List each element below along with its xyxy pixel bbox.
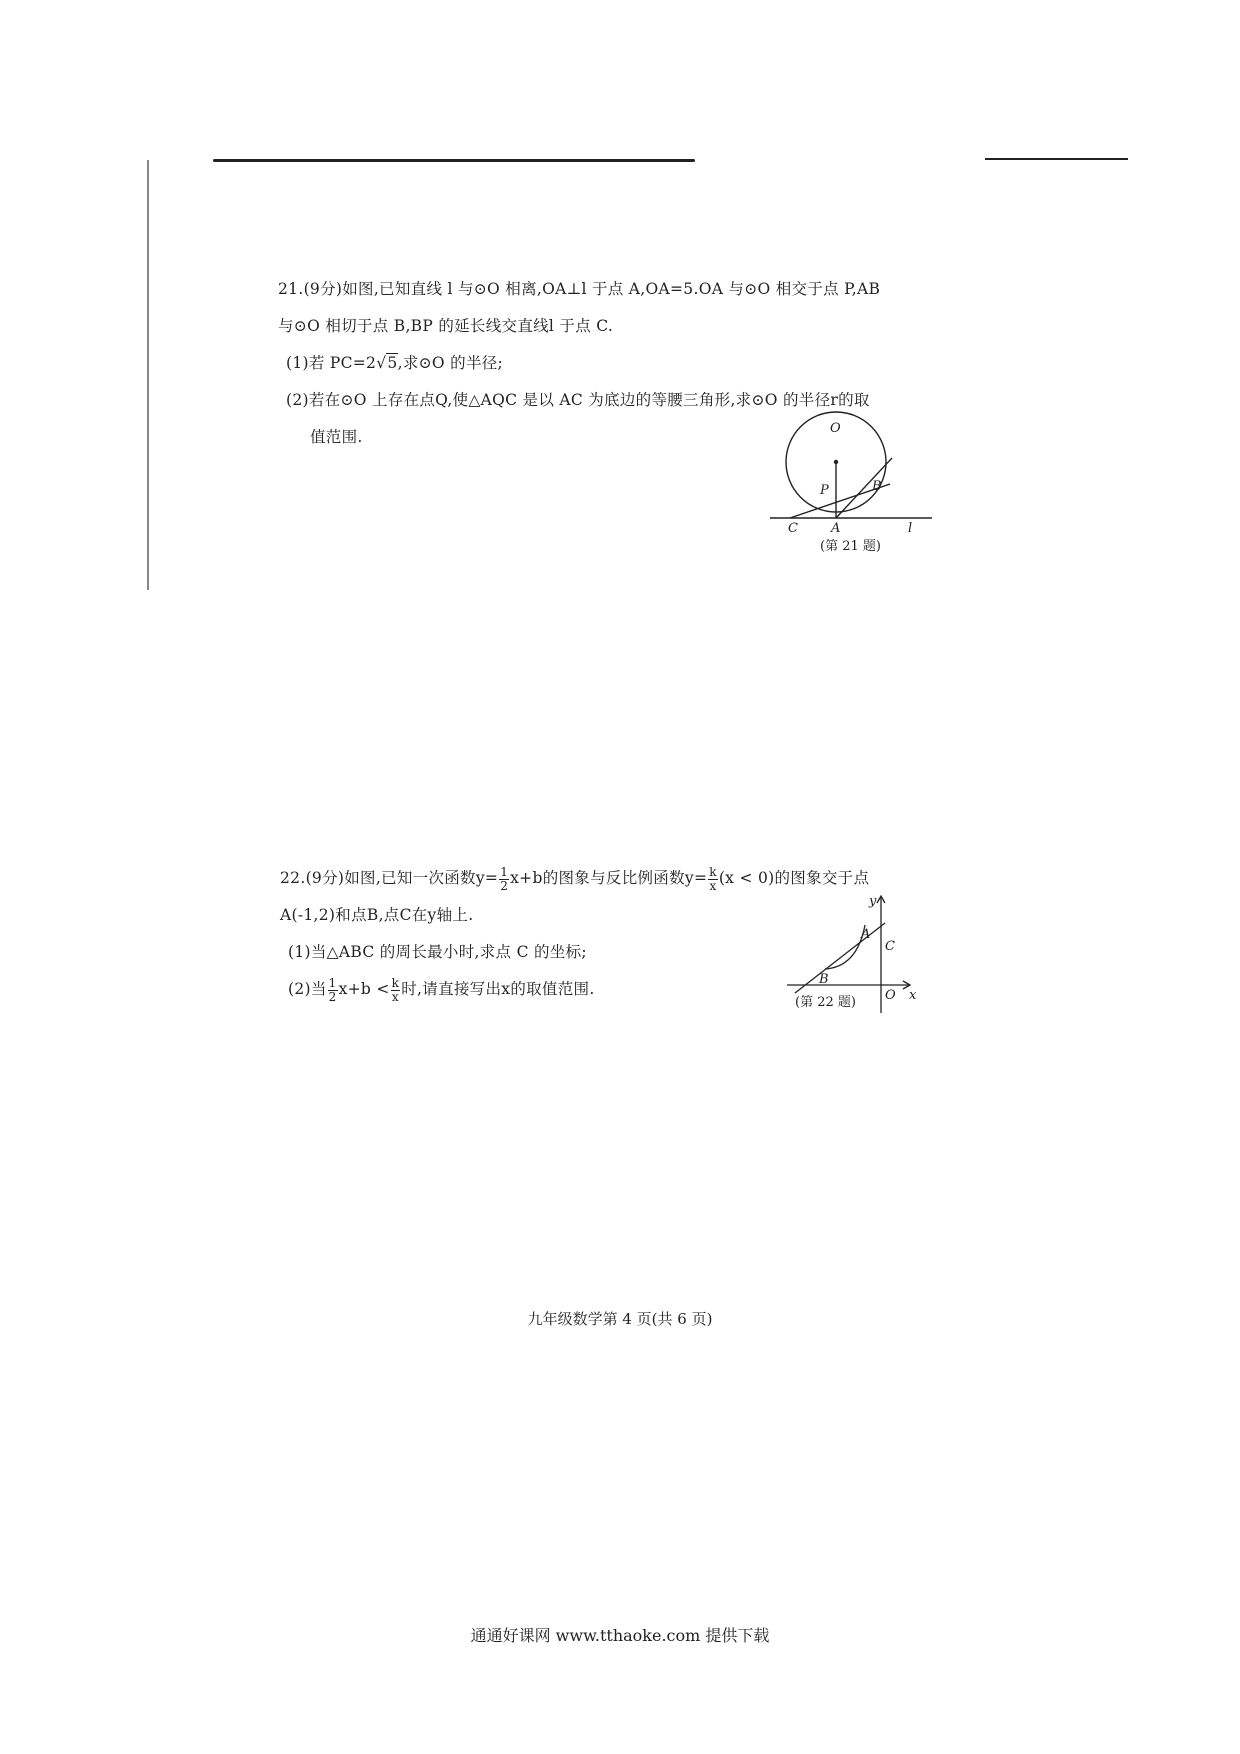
label-o: O xyxy=(830,421,841,436)
sqrt-radicand: 5 xyxy=(387,354,398,372)
fraction-one-half: $\frac{1}{2}$ xyxy=(500,864,509,893)
header-rule-right xyxy=(985,158,1128,160)
problem-22-stem-line-1: 22.(9分)如图,已知一次函数y= $\frac{1}{2}$ x+b的图象与反比例函数y= $\frac{k}{x}$ (x < 0)的图象交于点 xyxy=(280,864,870,893)
label-l: l xyxy=(908,521,913,536)
header-rule-left xyxy=(213,159,695,162)
fraction-k-over-x-q2: $\frac{k}{x}$ xyxy=(391,975,400,1004)
problem-21-stem-line-1 xyxy=(278,271,918,308)
problem-22-points: (9分) xyxy=(305,869,345,887)
problem-21-number: 21. xyxy=(278,280,304,298)
linear-function-line xyxy=(795,923,885,993)
label-c: C xyxy=(788,521,798,536)
fraction-one-half-q2: $\frac{1}{2}$ xyxy=(328,975,337,1004)
problem-21-stem-line-2: 与⊙O 相切于点 B,BP 的延长线交直线l 于点 C. xyxy=(278,317,614,335)
problem-21-question-1: (1)若 PC=2√5,求⊙O 的半径; xyxy=(286,354,504,372)
problem-21-points: (9分) xyxy=(303,280,343,298)
page-number-footer: 九年级数学第 4 页(共 6 页) xyxy=(527,1310,713,1328)
problem-21-figure-caption: (第 21 题) xyxy=(820,539,881,554)
fraction-k-over-x: $\frac{k}{x}$ xyxy=(709,864,717,893)
center-point-o xyxy=(834,460,838,464)
label-x: x xyxy=(909,988,917,1003)
problem-22-stem-line-2: A(-1,2)和点B,点C在y轴上. xyxy=(280,906,474,924)
label-a: A xyxy=(861,927,871,942)
label-b: B xyxy=(819,972,829,987)
problem-22-number: 22. xyxy=(280,869,306,887)
sqrt-symbol: √ xyxy=(376,354,387,372)
problem-21-question-2: (2)若在⊙O 上存在点Q,使△AQC 是以 AC 为底边的等腰三角形,求⊙O 的半径r的取 xyxy=(286,391,870,409)
label-p: P xyxy=(820,483,829,498)
problem-22-question-1: (1)当△ABC 的周长最小时,求点 C 的坐标; xyxy=(288,943,587,961)
hyperbola-curve xyxy=(825,925,865,969)
problem-21-stem-a: 如图,已知直线 l 与⊙O 相离,OA⊥l 于点 A,OA=5.OA 与⊙O 相交于点 P,AB xyxy=(342,280,881,298)
binding-margin-line xyxy=(147,160,149,590)
problem-21-question-2-cont: 值范围. xyxy=(310,428,363,446)
problem-22-question-2: (2)当 $\frac{1}{2}$ x+b < $\frac{k}{x}$ 时,请直接写出x的取值范围. xyxy=(288,975,595,1004)
label-c: C xyxy=(885,939,895,954)
problem-22-figure-caption: (第 22 题) xyxy=(795,995,856,1010)
label-a: A xyxy=(831,521,841,536)
tangent-ab xyxy=(836,458,892,518)
label-b: B xyxy=(872,479,882,494)
label-o: O xyxy=(885,988,896,1003)
label-y: y xyxy=(869,894,877,909)
site-credit: 通通好课网 www.tthaoke.com 提供下载 xyxy=(470,1626,770,1645)
